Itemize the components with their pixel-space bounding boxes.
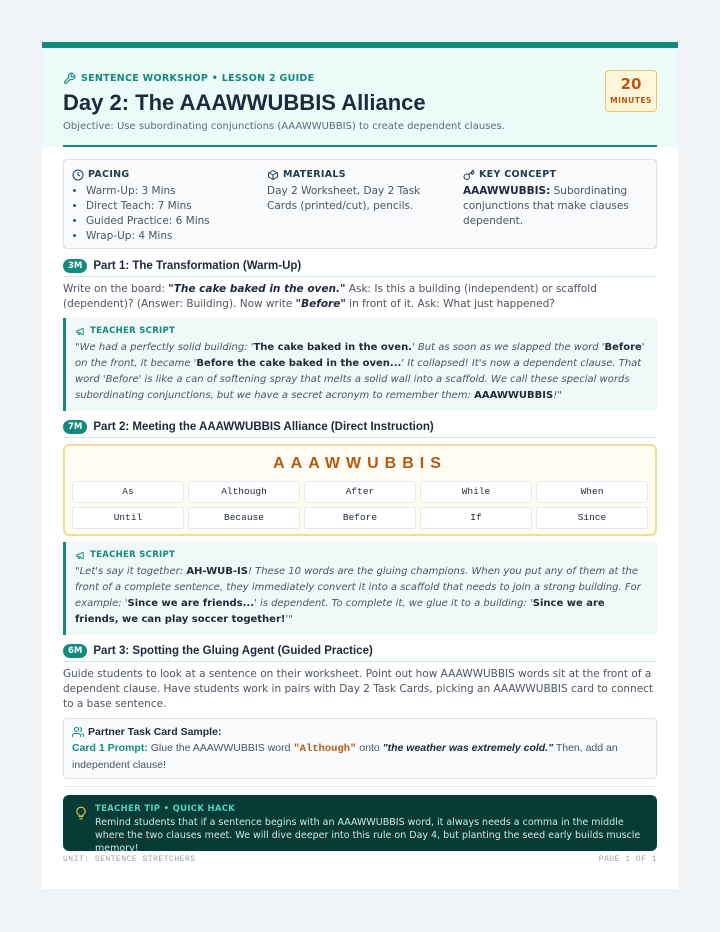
text-run: "We had a perfectly solid building: ': [75, 342, 254, 353]
part2-heading: [63, 420, 657, 438]
megaphone-icon: [75, 326, 86, 337]
part1-section: [63, 259, 657, 411]
card-prompt: [72, 740, 648, 773]
script-label: [75, 548, 649, 562]
part1-heading: [63, 259, 657, 277]
eyebrow-text: SENTENCE WORKSHOP • LESSON 2 GUIDE: [81, 72, 315, 84]
lesson-eyebrow: [63, 70, 657, 86]
lesson-page: [42, 42, 678, 889]
text-run: '": [285, 614, 293, 625]
script-label-text: TEACHER SCRIPT: [90, 550, 176, 560]
text-run: AAAWWUBBIS: [474, 390, 554, 401]
part1-instructions: [63, 282, 657, 312]
text-run: AH-WUB-IS: [186, 566, 248, 577]
concept-text: [463, 184, 638, 229]
concept-term: AAAWWUBBIS:: [463, 185, 551, 197]
acronym-title: AAAWWUBBIS: [273, 455, 447, 472]
pacing-column: [72, 167, 257, 244]
conjunction-cell: While: [420, 481, 532, 503]
text-run: in front of it. Ask: What just happened?: [345, 298, 555, 310]
text-run: ' But as soon as we slapped the word ': [411, 342, 605, 353]
script-text: [75, 564, 649, 628]
task-card-sample: [63, 718, 657, 779]
part2-duration-pill: 7M: [63, 420, 87, 434]
megaphone-icon: [75, 550, 86, 561]
text-run: onto: [356, 742, 383, 754]
conjunction-cell: As: [72, 481, 184, 503]
duration-number: 20: [620, 75, 642, 93]
key-icon: [463, 169, 475, 181]
text-run: ' is dependent. To complete it, we glue it to a building: ': [254, 598, 533, 609]
text-run: Write on the board:: [63, 283, 169, 295]
text-run: "the weather was extremely cold.": [382, 742, 554, 754]
pacing-list: [72, 184, 257, 244]
concept-title: KEY CONCEPT: [479, 169, 557, 180]
text-run: !": [553, 390, 562, 401]
text-run: Since we are friends...: [127, 598, 255, 609]
script-text: [75, 340, 649, 404]
text-run: ! These 10 words are the gluing champions. When you put any of them at the front of a complete sentence, they immediately convert it into a scaffold that needs to join a strong building. For example: ': [75, 566, 641, 609]
text-run: Then, add an independent clause!: [72, 742, 618, 771]
acronym-box: [63, 444, 657, 536]
conjunction-cell: Because: [188, 507, 300, 529]
conjunction-cell: Before: [304, 507, 416, 529]
card-label-text: Partner Task Card Sample:: [88, 726, 222, 738]
users-icon: [72, 726, 84, 738]
part3-section: [63, 644, 657, 779]
materials-text: Day 2 Worksheet, Day 2 Task Cards (printed/cut), pencils.: [267, 185, 421, 212]
page-number: PAGE 1 OF 1: [598, 855, 657, 864]
text-run: Card 1 Prompt:: [72, 742, 148, 754]
acronym-grid: [72, 481, 648, 529]
lesson-objective: Objective: Use subordinating conjunctions (AAAWWUBBIS) to create dependent clauses.: [63, 121, 505, 132]
conjunction-cell: If: [420, 507, 532, 529]
wrench-icon: [63, 72, 76, 85]
script-label: [75, 324, 649, 338]
materials-title: MATERIALS: [283, 169, 346, 180]
text-run: Glue the AAAWWUBBIS word: [147, 742, 294, 754]
text-run: "Let's say it together:: [75, 566, 187, 577]
tip-label: TEACHER TIP • QUICK HACK: [95, 804, 236, 814]
text-run: Since we are friends, we can play soccer together!: [75, 598, 605, 625]
board-sentence: "The cake baked in the oven.": [168, 283, 346, 295]
card-label: [72, 726, 648, 738]
part3-heading: [63, 644, 657, 662]
teacher-tip-box: [63, 795, 657, 854]
board-word: "Before": [295, 298, 346, 310]
page-title: Day 2: The AAAWWUBBIS Alliance: [63, 90, 426, 115]
duration-label: MINUTES: [610, 96, 652, 105]
text-run: Ask: Is this a building (independent) or scaffold (dependent)? (Answer: Building). Now write: [63, 283, 597, 310]
part2-title: Part 2: Meeting the AAAWWUBBIS Alliance (Direct Instruction): [93, 421, 434, 433]
script-label-text: TEACHER SCRIPT: [90, 326, 176, 336]
conjunction-cell: After: [304, 481, 416, 503]
conjunction-cell: When: [536, 481, 648, 503]
conjunction-cell: Although: [188, 481, 300, 503]
header-divider: [63, 145, 657, 147]
list-item: • Warm-Up: 3 Mins: [86, 184, 257, 199]
materials-column: [267, 167, 447, 214]
info-panel: [63, 159, 657, 249]
text-run: Before the cake baked in the oven...: [196, 358, 402, 369]
tip-text: Remind students that if a sentence begins with an AAAWWUBBIS word, it always needs a comma in the middle where the two clauses meet. We will dive deeper into this rule on Day 4, but planting the seed early builds muscle memory!: [95, 817, 641, 854]
concept-definition: Subordinating conjunctions that make clauses dependent.: [463, 185, 629, 227]
conjunction-cell: Since: [536, 507, 648, 529]
part1-duration-pill: 3M: [63, 259, 87, 273]
part3-duration-pill: 6M: [63, 644, 87, 658]
conjunction-cell: Until: [72, 507, 184, 529]
unit-label: UNIT: SENTENCE STRETCHERS: [63, 855, 196, 864]
text-run: The cake baked in the oven.: [253, 342, 412, 353]
list-item: • Wrap-Up: 4 Mins: [86, 229, 257, 244]
text-run: "Although": [293, 743, 357, 755]
lightbulb-icon: [74, 806, 88, 820]
part3-title: Part 3: Spotting the Gluing Agent (Guided Practice): [93, 645, 373, 657]
concept-column: [463, 167, 638, 229]
page-header: [42, 48, 678, 147]
part3-instructions: Guide students to look at a sentence on their worksheet. Point out how AAAWWUBBIS words sit at the front of a dependent clause. Have students work in pairs with Day 2 Task Cards, picking an AAAWWUBBIS card to connect to a base sentence.: [63, 668, 654, 710]
footer-divider: [63, 786, 657, 787]
page-footer: [63, 855, 657, 864]
list-item: • Direct Teach: 7 Mins: [86, 199, 257, 214]
list-item: • Guided Practice: 6 Mins: [86, 214, 257, 229]
part1-title: Part 1: The Transformation (Warm-Up): [93, 260, 302, 272]
part2-teacher-script: [63, 542, 657, 635]
part1-teacher-script: [63, 318, 657, 411]
duration-badge: [605, 70, 657, 112]
part2-section: [63, 420, 657, 635]
text-run: ' It collapsed! It's now a dependent clause. That word 'Before' is like a can of softening spray that melts a solid wall into a scaffold. We call these special words subordinating conjunctions, but we have a secret acronym to remember them:: [75, 358, 642, 401]
text-run: ' on the front, it became ': [75, 342, 645, 369]
pacing-title: PACING: [88, 169, 130, 180]
clock-icon: [72, 169, 84, 181]
box-icon: [267, 169, 279, 181]
text-run: Before: [604, 342, 642, 353]
